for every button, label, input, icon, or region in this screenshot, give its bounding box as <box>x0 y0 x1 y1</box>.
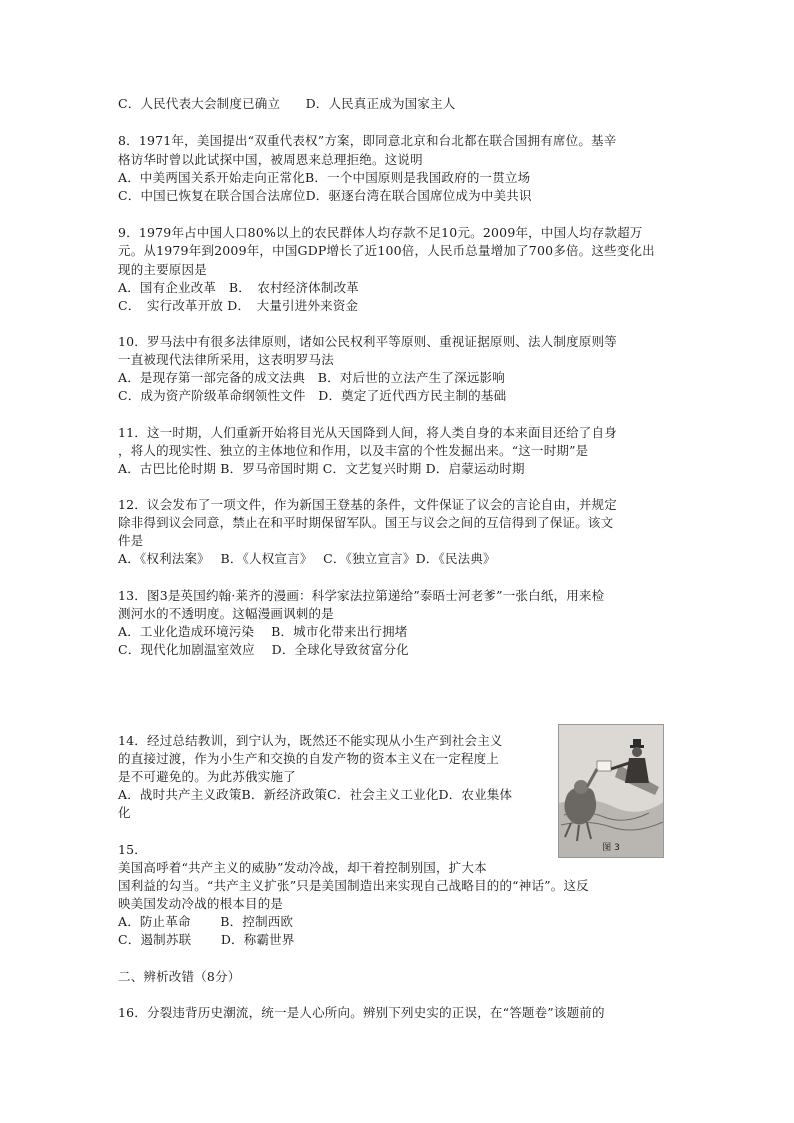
text-line: A．是现存第一部完备的成文法典 B．对后世的立法产生了深远影响 <box>118 370 505 385</box>
text-line: 现的主要原因是 <box>118 262 207 277</box>
text-line: 15． <box>118 842 148 857</box>
text-line: 16．分裂违背历史潮流，统一是人心所向。辨别下列史实的正误，在“答题卷”该题前的 <box>118 1005 605 1020</box>
text-line: C． 实行改革开放 D． 大量引进外来资金 <box>118 298 359 313</box>
text-line: A．防止革命 B．控制西欧 <box>118 914 294 929</box>
figure-caption: 图 3 <box>602 843 620 853</box>
text-line: A．《权利法案》 B．《人权宣言》 C．《独立宣言》D．《民法典》 <box>118 551 496 566</box>
text-line: A．古巴比伦时期 B．罗马帝国时期 C．文艺复兴时期 D．启蒙运动时期 <box>118 461 525 476</box>
text-line: A．中美两国关系开始走向正常化B．一个中国原则是我国政府的一贯立场 <box>118 170 531 185</box>
text-line: 件是 <box>118 533 144 548</box>
text-line: 映美国发动冷战的根本目的是 <box>118 896 284 911</box>
text-line: 元。从1979年到2009年，中国GDP增长了近100倍，人民币总量增加了700多倍。这些变化出 <box>118 243 655 258</box>
text-line: 除非得到议会同意，禁止在和平时期保留军队。国王与议会之间的互信得到了保证。该文 <box>118 515 614 530</box>
text-line: A．国有企业改革 B． 农村经济体制改革 <box>118 280 359 295</box>
text-line: ，将人的现实性、独立的主体地位和作用，以及丰富的个性发掘出来。“这一时期”是 <box>118 443 589 458</box>
text-line: 测河水的不透明度。这幅漫画讽刺的是 <box>118 606 334 621</box>
text-line: 13．图3是英国约翰·莱齐的漫画：科学家法拉第递给”泰晤士河老爹”一张白纸，用来检 <box>118 588 605 603</box>
text-line: 是不可避免的。为此苏俄实施了 <box>118 769 296 784</box>
text-line: 8．1971年，美国提出“双重代表权”方案，即同意北京和台北都在联合国拥有席位。基辛 <box>118 133 617 148</box>
cartoon-figure-3 <box>558 724 664 858</box>
text-line: C．现代化加剧温室效应 D．全球化导致贫富分化 <box>118 642 409 657</box>
text-line: 12．议会发布了一项文件，作为新国王登基的条件，文件保证了议会的言论自由，并规定 <box>118 497 617 512</box>
text-line: 14．经过总结教训，到宁认为，既然还不能实现从小生产到社会主义 <box>118 733 503 748</box>
text-line: 格访华时曾以此试探中国，被周恩来总理拒绝。这说明 <box>118 152 423 167</box>
text-line: A．战时共产主义政策B．新经济政策C．社会主义工业化D．农业集体 <box>118 787 513 802</box>
text-line: 11．这一时期，人们重新开始将目光从天国降到人间，将人类自身的本来面目还给了自身 <box>118 425 617 440</box>
text-line: A．工业化造成环境污染 B．城市化带来出行拥堵 <box>118 624 408 639</box>
text-line: C．人民代表大会制度已确立 D．人民真正成为国家主人 <box>118 96 456 111</box>
text-line: 化 <box>118 805 131 820</box>
text-line: 9．1979年占中国人口80%以上的农民群体人均存款不足10元。2009年，中国人均存款超万 <box>118 225 643 240</box>
text-line: C．遏制苏联 D．称霸世界 <box>118 932 295 947</box>
text-line: C．中国已恢复在联合国合法席位D．驱逐台湾在联合国席位成为中美共识 <box>118 188 532 203</box>
text-line: 一直被现代法律所采用，这表明罗马法 <box>118 352 334 367</box>
text-line: 国利益的勾当。“共产主义扩张”只是美国制造出来实现自己战略目的的“神话”。这反 <box>118 878 589 893</box>
text-line: 的直接过渡，作为小生产和交换的自发产物的资本主义在一定程度上 <box>118 751 500 766</box>
section-heading: 二、辨析改错（8分） <box>118 969 241 984</box>
text-line: 10．罗马法中有很多法律原则，诸如公民权利平等原则、重视证据原则、法人制度原则等 <box>118 334 617 349</box>
cartoon-illustration <box>559 725 664 858</box>
text-line: 美国高呼着“共产主义的威胁”发动冷战，却干着控制别国，扩大本 <box>118 860 487 875</box>
text-line: C．成为资产阶级革命纲领性文件 D．奠定了近代西方民主制的基础 <box>118 388 507 403</box>
